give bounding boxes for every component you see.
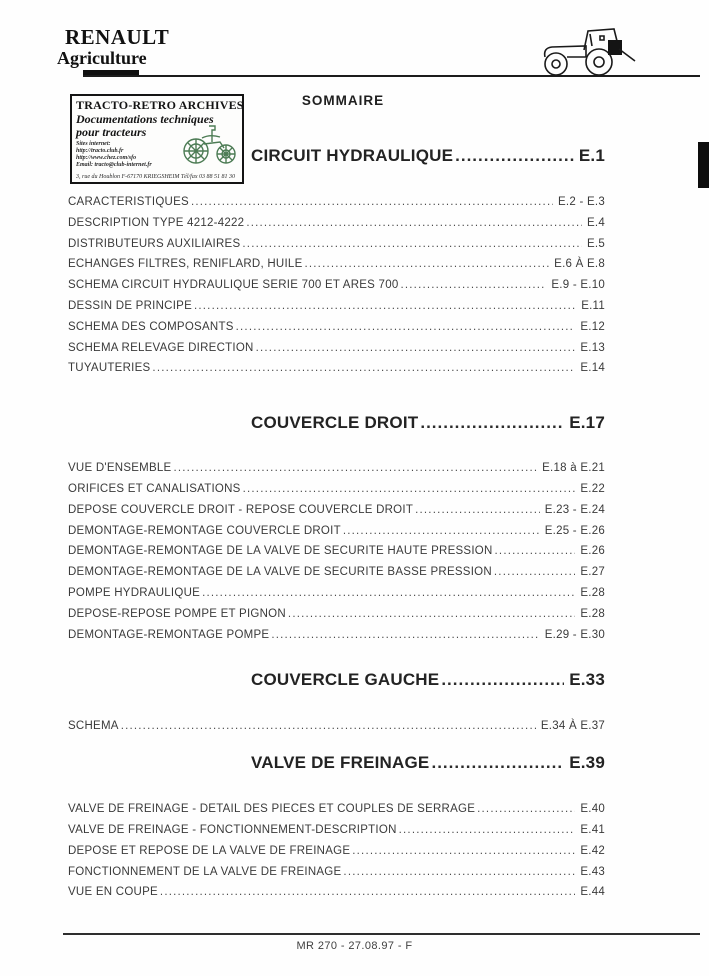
toc-entry: [68, 803, 605, 824]
section-title: COUVERCLE DROIT: [251, 413, 419, 433]
tractor-icon: [540, 24, 636, 83]
toc-entry-page: E.44: [580, 886, 605, 899]
toc-entry-page: E.4: [586, 216, 605, 229]
stamp-line: Sites internet:: [76, 141, 111, 147]
section-page: E.1: [578, 146, 605, 165]
stamp-title: TRACTO-RETRO ARCHIVES: [76, 98, 244, 112]
toc-entry: [68, 720, 605, 741]
section-heading: [68, 670, 605, 692]
toc-entry: [68, 845, 605, 866]
toc-entry: [68, 886, 605, 907]
section-title: VALVE DE FREINAGE: [251, 753, 430, 773]
renault-agriculture-logo: [57, 27, 169, 67]
toc-entry-page: E.27: [580, 566, 605, 579]
toc-entry-page: E.42: [580, 844, 605, 857]
toc-section: [68, 670, 605, 741]
toc-entry-label: DESCRIPTION TYPE 4212-4222: [68, 216, 245, 229]
brand-division: Agriculture: [57, 48, 147, 68]
toc-entry-page: E.11: [581, 299, 605, 312]
dot-leader: [256, 342, 576, 354]
dot-leader: [399, 824, 576, 836]
toc-entry-page: E.40: [580, 803, 605, 816]
dot-leader: [160, 886, 575, 898]
dot-leader: [271, 629, 539, 641]
toc-section: [68, 753, 605, 907]
toc-entry-page: E.26: [580, 545, 605, 558]
toc-entry-label: DEPOSE ET REPOSE DE LA VALVE DE FREINAGE: [68, 844, 351, 857]
section-items: [68, 462, 605, 649]
dot-leader: [202, 587, 575, 599]
toc-entry-page: E.13: [580, 341, 605, 354]
toc-entry: [68, 258, 605, 279]
toc-entry-label: DISTRIBUTEURS AUXILIAIRES: [68, 237, 241, 250]
toc-entry-label: DEMONTAGE-REMONTAGE DE LA VALVE DE SECURITE BASSE PRESSION: [68, 566, 492, 579]
toc-entry: [68, 321, 605, 342]
section-items: [68, 196, 605, 383]
stamp-subtitle-line2: pour tracteurs: [76, 124, 147, 139]
toc-entry: [68, 824, 605, 845]
dot-leader: [194, 300, 576, 312]
dot-leader: [420, 413, 564, 433]
toc-entry: [68, 587, 605, 608]
dot-leader: [288, 608, 575, 620]
dot-leader: [415, 504, 540, 516]
table-of-contents: [68, 146, 605, 907]
toc-entry-label: TUYAUTERIES: [68, 362, 151, 375]
stamp-address: 3, rue du Houblon F-67170 KRIEGSHEIM Tél/fax 03 88 51 81 30: [76, 174, 235, 180]
section-page: E.17: [569, 413, 605, 433]
dot-leader: [152, 362, 575, 374]
toc-entry: [68, 483, 605, 504]
stamp-subtitle-line1: Documentations techniques: [76, 112, 214, 126]
stamp-line: http://www.chez.com/sfo: [76, 155, 137, 161]
toc-entry-label: POMPE HYDRAULIQUE: [68, 586, 201, 599]
stamp-line: Email: tracto@club-internet.fr: [76, 162, 152, 168]
dot-leader: [191, 196, 553, 208]
toc-entry-label: CARACTERISTIQUES: [68, 196, 189, 208]
footer-reference: MR 270 - 27.08.97 - F: [296, 940, 413, 952]
toc-entry: [68, 525, 605, 546]
section-heading: [68, 146, 605, 168]
section-items: [68, 803, 605, 907]
dot-leader: [431, 753, 564, 773]
toc-entry-label: SCHEMA DES COMPOSANTS: [68, 320, 234, 333]
dot-leader: [305, 258, 550, 270]
toc-entry-page: E.2 - E.3: [558, 196, 605, 208]
section-heading: [68, 413, 605, 435]
toc-entry-label: VALVE DE FREINAGE - FONCTIONNEMENT-DESCRIPTION: [68, 823, 397, 836]
dot-leader: [477, 803, 575, 815]
dot-leader: [242, 238, 582, 250]
dot-leader: [246, 217, 582, 229]
toc-entry-page: E.12: [580, 320, 605, 333]
toc-entry-page: E.34 À E.37: [540, 720, 605, 733]
toc-entry-label: SCHEMA CIRCUIT HYDRAULIQUE SERIE 700 ET ARES 700: [68, 279, 399, 292]
toc-entry: [68, 279, 605, 300]
toc-section: [68, 146, 605, 383]
toc-entry-page: E.41: [580, 823, 605, 836]
toc-entry-page: E.9 - E.10: [551, 279, 605, 292]
chapter-edge-tab: [698, 142, 709, 188]
section-title: COUVERCLE GAUCHE: [251, 670, 440, 690]
toc-entry-page: E.28: [580, 607, 605, 620]
toc-entry-page: E.22: [580, 482, 605, 495]
toc-entry: [68, 300, 605, 321]
dot-leader: [236, 321, 576, 333]
section-heading: [68, 753, 605, 775]
toc-entry-page: E.28: [580, 586, 605, 599]
toc-entry-label: ORIFICES ET CANALISATIONS: [68, 482, 241, 495]
dot-leader: [343, 525, 540, 537]
toc-entry-label: DEMONTAGE-REMONTAGE DE LA VALVE DE SECURITE HAUTE PRESSION: [68, 545, 493, 558]
dot-leader: [121, 720, 536, 732]
dot-leader: [495, 545, 576, 557]
toc-entry-page: E.6 À E.8: [554, 258, 605, 271]
toc-entry: [68, 504, 605, 525]
toc-entry-label: SCHEMA RELEVAGE DIRECTION: [68, 341, 254, 354]
section-page: E.39: [569, 753, 605, 773]
dot-leader: [343, 866, 575, 878]
toc-entry: [68, 238, 605, 259]
toc-entry: [68, 629, 605, 650]
toc-entry: [68, 462, 605, 483]
toc-entry-label: SCHEMA: [68, 720, 119, 733]
toc-entry-page: E.14: [580, 362, 605, 375]
toc-entry-page: E.23 - E.24: [544, 503, 605, 516]
toc-entry-label: VUE D'ENSEMBLE: [68, 462, 172, 475]
toc-entry: [68, 866, 605, 887]
section-page: E.33: [569, 670, 605, 690]
toc-entry-label: DEPOSE COUVERCLE DROIT - REPOSE COUVERCLE DROIT: [68, 503, 414, 516]
toc-entry-label: DEMONTAGE-REMONTAGE POMPE: [68, 628, 270, 641]
toc-entry-label: DESSIN DE PRINCIPE: [68, 299, 192, 312]
toc-entry: [68, 545, 605, 566]
toc-entry-label: VUE EN COUPE: [68, 886, 158, 899]
toc-entry-label: VALVE DE FREINAGE - DETAIL DES PIECES ET COUPLES DE SERRAGE: [68, 803, 476, 816]
toc-entry: [68, 608, 605, 629]
toc-entry-label: DEPOSE-REPOSE POMPE ET PIGNON: [68, 607, 286, 620]
toc-section: [68, 413, 605, 649]
toc-entry-label: DEMONTAGE-REMONTAGE COUVERCLE DROIT: [68, 524, 341, 537]
toc-entry-label: FONCTIONNEMENT DE LA VALVE DE FREINAGE: [68, 865, 342, 878]
stamp-line: http://tracto.club.fr: [76, 148, 124, 154]
section-items: [68, 720, 605, 741]
toc-entry: [68, 342, 605, 363]
toc-entry-page: E.29 - E.30: [544, 628, 605, 641]
footer-divider: [63, 933, 700, 935]
brand-name: RENAULT: [65, 25, 170, 49]
toc-entry-label: ECHANGES FILTRES, RENIFLARD, HUILE: [68, 258, 303, 271]
toc-entry-page: E.18 à E.21: [542, 462, 605, 475]
dot-leader: [173, 462, 537, 474]
dot-leader: [441, 670, 564, 690]
dot-leader: [243, 483, 576, 495]
toc-entry: [68, 196, 605, 217]
dot-leader: [401, 279, 547, 291]
page-title: SOMMAIRE: [301, 93, 385, 108]
section-title: CIRCUIT HYDRAULIQUE: [251, 146, 454, 165]
toc-entry: [68, 362, 605, 383]
toc-entry: [68, 566, 605, 587]
dot-leader: [455, 146, 574, 166]
toc-entry-page: E.25 - E.26: [544, 524, 605, 537]
toc-entry-page: E.5: [586, 237, 605, 250]
toc-entry-page: E.43: [580, 865, 605, 878]
toc-entry: [68, 217, 605, 238]
dot-leader: [352, 845, 575, 857]
dot-leader: [494, 566, 575, 578]
